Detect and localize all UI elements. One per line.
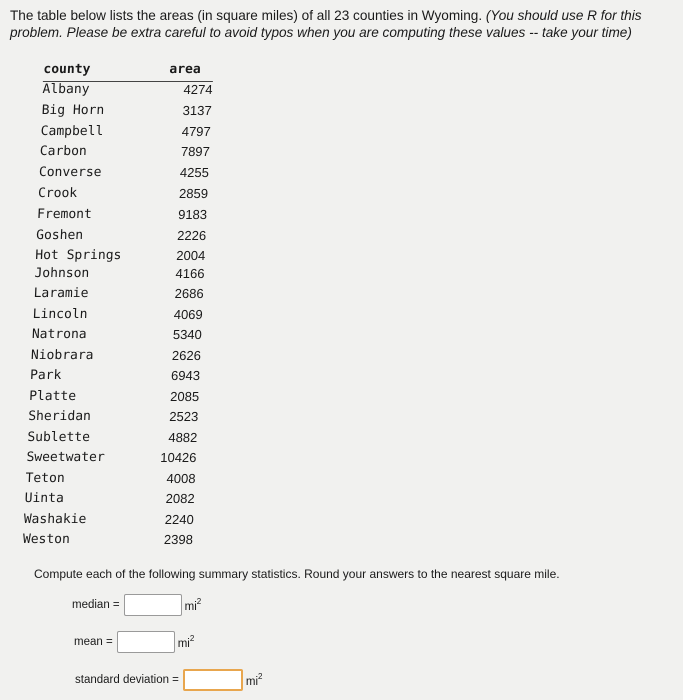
mean-unit-base: mi (177, 638, 190, 650)
table-row (31, 327, 202, 345)
area-cell: 4069 (173, 306, 204, 322)
area-cell: 2082 (165, 491, 196, 506)
county-cell: Laramie (33, 286, 89, 301)
area-cell: 4255 (179, 165, 210, 181)
table-row (29, 389, 200, 407)
county-cell: Sheridan (27, 409, 92, 424)
table-row (36, 228, 207, 246)
table-row (32, 307, 203, 325)
sd-unit (246, 672, 263, 688)
county-cell: Washakie (23, 511, 87, 527)
area-cell: 4008 (166, 470, 196, 486)
table-row (42, 82, 213, 100)
mean-unit-exp: 2 (189, 634, 195, 643)
table-row (38, 186, 209, 204)
table-row (39, 144, 210, 162)
county-column-header: county (43, 62, 91, 77)
county-cell: Hot Springs (34, 248, 122, 264)
county-cell: Johnson (34, 265, 90, 281)
area-cell: 10426 (159, 450, 197, 465)
county-cell: Sublette (27, 429, 91, 445)
sd-input[interactable] (183, 669, 243, 691)
area-cell: 2859 (178, 186, 209, 201)
table-row (27, 430, 198, 448)
median-unit (185, 597, 202, 613)
median-label: median = (72, 599, 120, 611)
table-row (24, 491, 195, 509)
area-cell: 5340 (172, 327, 203, 342)
county-cell: Campbell (40, 123, 104, 139)
area-cell: 2085 (169, 388, 200, 404)
county-cell: Converse (38, 165, 102, 181)
area-cell: 4274 (183, 82, 213, 97)
county-cell: Crook (37, 186, 78, 201)
county-cell: Carbon (39, 144, 88, 160)
county-cell: Big Horn (41, 102, 105, 118)
area-cell: 2626 (171, 347, 202, 363)
area-cell: 4882 (168, 429, 198, 445)
county-cell: Park (29, 368, 62, 383)
table-row (41, 103, 212, 121)
sd-unit-exp: 2 (258, 672, 263, 681)
mean-input[interactable] (117, 631, 175, 653)
problem-statement (10, 7, 670, 41)
county-cell: Sweetwater (26, 450, 106, 465)
area-cell: 2523 (169, 409, 199, 424)
table-row (35, 248, 206, 266)
table-row (33, 286, 204, 304)
table-row (28, 409, 199, 427)
area-cell: 4797 (181, 123, 212, 139)
county-cell: Goshen (35, 227, 84, 243)
county-cell: Teton (25, 470, 66, 486)
table-row (34, 266, 205, 284)
sd-unit-base: mi (245, 676, 259, 688)
area-cell: 3137 (182, 102, 212, 118)
county-cell: Lincoln (32, 306, 88, 322)
table-row (37, 207, 208, 225)
area-cell: 2240 (164, 511, 195, 527)
table-row (38, 165, 209, 183)
area-cell: 2398 (163, 532, 194, 547)
mean-label: mean = (74, 636, 113, 648)
area-cell: 2686 (174, 286, 204, 301)
county-cell: Platte (28, 388, 77, 404)
county-cell: Weston (22, 532, 71, 547)
area-cell: 7897 (180, 144, 211, 160)
median-unit-exp: 2 (196, 597, 202, 606)
county-cell: Albany (42, 82, 90, 97)
table-row (26, 450, 197, 468)
county-area-table (19, 56, 220, 546)
question-text: Compute each of the following summary statistics. Round your answers to the nearest square mile. (34, 567, 560, 581)
mean-unit (178, 634, 195, 650)
county-cell: Natrona (31, 327, 87, 342)
table-header (43, 61, 214, 82)
table-row (30, 368, 201, 386)
area-column-header: area (169, 62, 202, 77)
median-unit-base: mi (184, 601, 197, 613)
area-cell: 6943 (170, 368, 201, 383)
sd-answer (75, 668, 263, 692)
area-cell: 2004 (176, 248, 206, 264)
county-cell: Niobrara (30, 347, 94, 363)
table-row (23, 512, 194, 530)
area-cell: 2226 (176, 227, 207, 243)
table-row (22, 532, 193, 550)
median-answer (72, 593, 201, 617)
median-input[interactable] (124, 594, 182, 616)
intro-note: (You should use R for this problem. Please be extra careful to avoid typos when you are computing these values -- take your time) (10, 8, 642, 40)
county-cell: Fremont (36, 206, 93, 222)
sd-label: standard deviation = (75, 674, 179, 686)
area-cell: 4166 (175, 265, 205, 281)
mean-answer (74, 630, 194, 654)
county-cell: Uinta (24, 491, 65, 506)
table-row (30, 348, 201, 366)
table-row (40, 124, 211, 142)
table-row (25, 471, 196, 489)
area-cell: 9183 (177, 206, 208, 222)
intro-text: The table below lists the areas (in square miles) of all 23 counties in Wyoming. (10, 8, 483, 23)
